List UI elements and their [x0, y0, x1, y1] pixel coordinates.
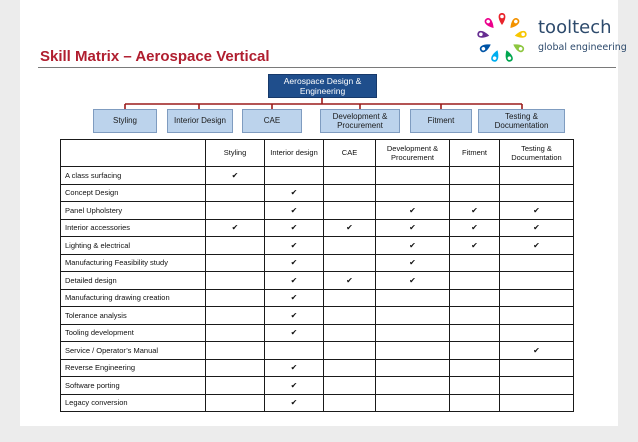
check-icon: ✔	[500, 342, 574, 360]
skill-label: Tooling development	[61, 324, 206, 342]
org-box-interior-design: Interior Design	[167, 109, 233, 133]
skill-label: Interior accessories	[61, 219, 206, 237]
check-icon: ✔	[265, 237, 324, 255]
empty-cell	[324, 184, 376, 202]
org-box-testing-documentation: Testing & Documentation	[478, 109, 565, 133]
table-row	[61, 324, 574, 342]
empty-cell	[376, 342, 450, 360]
check-icon: ✔	[450, 237, 500, 255]
empty-cell	[206, 324, 265, 342]
empty-cell	[500, 167, 574, 185]
empty-cell	[450, 342, 500, 360]
page-title: Skill Matrix – Aerospace Vertical	[40, 48, 270, 65]
empty-cell	[450, 359, 500, 377]
header-cae: CAE	[324, 140, 376, 167]
check-icon: ✔	[500, 202, 574, 220]
empty-cell	[206, 254, 265, 272]
skill-label: Tolerance analysis	[61, 307, 206, 325]
empty-cell	[500, 184, 574, 202]
empty-cell	[206, 342, 265, 360]
table-row	[61, 254, 574, 272]
empty-cell	[206, 377, 265, 395]
empty-cell	[376, 377, 450, 395]
empty-cell	[206, 307, 265, 325]
empty-cell	[500, 377, 574, 395]
check-icon: ✔	[450, 219, 500, 237]
empty-cell	[450, 272, 500, 290]
check-icon: ✔	[265, 289, 324, 307]
empty-cell	[206, 359, 265, 377]
empty-cell	[450, 377, 500, 395]
check-icon: ✔	[265, 394, 324, 412]
empty-cell	[206, 272, 265, 290]
empty-cell	[500, 272, 574, 290]
empty-cell	[450, 254, 500, 272]
table-header-row	[61, 140, 574, 167]
table-row	[61, 377, 574, 395]
check-icon: ✔	[324, 272, 376, 290]
empty-cell	[324, 394, 376, 412]
check-icon: ✔	[265, 324, 324, 342]
skill-label: Detailed design	[61, 272, 206, 290]
check-icon: ✔	[500, 237, 574, 255]
empty-cell	[450, 394, 500, 412]
table-row	[61, 202, 574, 220]
org-box-styling: Styling	[93, 109, 157, 133]
check-icon: ✔	[206, 219, 265, 237]
table-row	[61, 342, 574, 360]
table-row	[61, 272, 574, 290]
check-icon: ✔	[265, 184, 324, 202]
empty-cell	[500, 254, 574, 272]
check-icon: ✔	[265, 254, 324, 272]
skill-label: A class surfacing	[61, 167, 206, 185]
empty-cell	[376, 324, 450, 342]
check-icon: ✔	[450, 202, 500, 220]
empty-cell	[500, 289, 574, 307]
org-root-box: Aerospace Design & Engineering	[268, 74, 377, 98]
check-icon: ✔	[500, 219, 574, 237]
empty-cell	[450, 289, 500, 307]
empty-cell	[450, 167, 500, 185]
empty-cell	[500, 394, 574, 412]
empty-cell	[376, 359, 450, 377]
empty-cell	[376, 307, 450, 325]
org-box-development-procurement: Development & Procurement	[320, 109, 400, 133]
header-interior-design: Interior design	[265, 140, 324, 167]
table-row	[61, 167, 574, 185]
empty-cell	[206, 237, 265, 255]
skill-label: Service / Operator’s Manual	[61, 342, 206, 360]
empty-cell	[324, 307, 376, 325]
empty-cell	[324, 377, 376, 395]
check-icon: ✔	[376, 219, 450, 237]
check-icon: ✔	[206, 167, 265, 185]
empty-cell	[376, 167, 450, 185]
empty-cell	[324, 202, 376, 220]
skill-label: Concept Design	[61, 184, 206, 202]
check-icon: ✔	[376, 272, 450, 290]
empty-cell	[324, 324, 376, 342]
header-testing-documentation: Testing & Documentation	[500, 140, 574, 167]
empty-cell	[324, 167, 376, 185]
brand-tagline: global engineering	[538, 42, 627, 53]
empty-cell	[265, 167, 324, 185]
skill-label: Manufacturing Feasibility study	[61, 254, 206, 272]
check-icon: ✔	[324, 219, 376, 237]
skill-label: Lighting & electrical	[61, 237, 206, 255]
table-body	[61, 167, 574, 412]
empty-cell	[376, 184, 450, 202]
check-icon: ✔	[376, 254, 450, 272]
org-box-cae: CAE	[242, 109, 302, 133]
check-icon: ✔	[265, 377, 324, 395]
empty-cell	[376, 289, 450, 307]
empty-cell	[500, 307, 574, 325]
check-icon: ✔	[376, 237, 450, 255]
header-development-procurement: Development & Procurement	[376, 140, 450, 167]
check-icon: ✔	[265, 359, 324, 377]
empty-cell	[206, 289, 265, 307]
check-icon: ✔	[265, 272, 324, 290]
header-fitment: Fitment	[450, 140, 500, 167]
table-row	[61, 237, 574, 255]
empty-cell	[500, 324, 574, 342]
empty-cell	[324, 254, 376, 272]
table-row	[61, 307, 574, 325]
skill-label: Software porting	[61, 377, 206, 395]
skill-label: Panel Upholstery	[61, 202, 206, 220]
empty-cell	[324, 342, 376, 360]
check-icon: ✔	[265, 202, 324, 220]
empty-cell	[324, 359, 376, 377]
empty-cell	[324, 289, 376, 307]
header-styling: Styling	[206, 140, 265, 167]
empty-cell	[265, 342, 324, 360]
check-icon: ✔	[265, 219, 324, 237]
empty-cell	[206, 394, 265, 412]
skill-label: Legacy conversion	[61, 394, 206, 412]
skill-label: Manufacturing drawing creation	[61, 289, 206, 307]
empty-cell	[450, 307, 500, 325]
empty-cell	[450, 184, 500, 202]
empty-cell	[324, 237, 376, 255]
empty-cell	[376, 394, 450, 412]
empty-cell	[206, 202, 265, 220]
empty-cell	[450, 324, 500, 342]
table-row	[61, 359, 574, 377]
header-skill	[61, 140, 206, 167]
check-icon: ✔	[265, 307, 324, 325]
empty-cell	[500, 359, 574, 377]
table-row	[61, 289, 574, 307]
table-row	[61, 219, 574, 237]
brand-name: tooltech	[538, 17, 612, 38]
check-icon: ✔	[376, 202, 450, 220]
org-box-fitment: Fitment	[410, 109, 472, 133]
empty-cell	[206, 184, 265, 202]
table-row	[61, 184, 574, 202]
skill-label: Reverse Engineering	[61, 359, 206, 377]
skill-matrix-table	[60, 139, 574, 412]
table-row	[61, 394, 574, 412]
